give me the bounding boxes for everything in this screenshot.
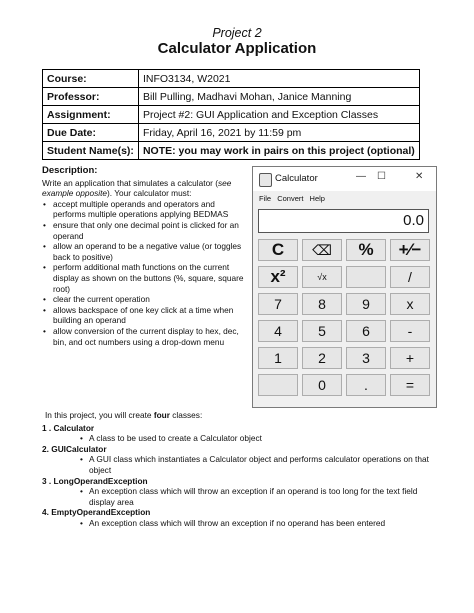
list-item: • accept multiple operands and operators and performs multiple operations applying BEDMAS xyxy=(53,199,247,220)
maximize-button[interactable]: ☐ xyxy=(377,171,386,182)
clear-button[interactable]: C xyxy=(258,239,298,261)
square-root-button[interactable]: √x xyxy=(302,266,342,288)
student-names-value: NOTE: you may work in pairs on this project (optional) xyxy=(138,142,419,160)
classes-intro-end: classes: xyxy=(169,410,203,420)
digit-7-button[interactable]: 7 xyxy=(258,293,298,315)
due-date-value: Friday, April 16, 2021 by 11:59 pm xyxy=(138,124,419,142)
classes-section xyxy=(42,410,447,529)
classes-count: four xyxy=(153,410,170,420)
digit-2-button[interactable]: 2 xyxy=(302,347,342,369)
class-description: • An exception class which will throw an exception if no operand has been entered xyxy=(42,518,447,529)
page-title: Calculator Application xyxy=(157,40,317,57)
digit-0-button[interactable]: 0 xyxy=(302,374,342,396)
professor-label: Professor: xyxy=(43,88,139,106)
multiply-button[interactable]: x xyxy=(390,293,430,315)
description-intro xyxy=(42,178,247,199)
class-description: • An exception class which will throw an exception if an operand is too long for the text field display area xyxy=(42,486,447,507)
description-section xyxy=(42,166,247,347)
class-number: 3 . xyxy=(42,475,52,486)
add-button[interactable]: + xyxy=(390,347,430,369)
menu-convert[interactable]: Convert xyxy=(277,194,304,203)
table-row xyxy=(43,70,420,88)
digit-8-button[interactable]: 8 xyxy=(302,293,342,315)
class-item-longoperandexception xyxy=(42,476,447,508)
class-number: 4. xyxy=(42,507,49,518)
digit-5-button[interactable]: 5 xyxy=(302,320,342,342)
class-number: 2. xyxy=(42,443,49,454)
window-title: Calculator xyxy=(275,173,318,184)
list-item: • allows backspace of one key click at a time when building an operand xyxy=(53,305,247,326)
list-item: • allow conversion of the current display to hex, dec, bin, and oct numbers using a drop-down menu xyxy=(53,326,247,347)
table-row xyxy=(43,124,420,142)
classes-intro-text: In this project, you will create xyxy=(45,410,154,420)
list-item: • clear the current operation xyxy=(53,294,247,305)
divide-button[interactable]: / xyxy=(390,266,430,288)
calculator-keypad xyxy=(258,239,431,396)
decimal-button[interactable]: . xyxy=(346,374,386,396)
table-row xyxy=(43,142,420,160)
plus-minus-button[interactable]: +⁄− xyxy=(390,239,430,261)
info-table xyxy=(42,69,420,160)
class-title xyxy=(42,507,447,518)
class-title xyxy=(42,444,447,455)
digit-9-button[interactable]: 9 xyxy=(346,293,386,315)
calculator-window xyxy=(252,166,437,408)
table-row xyxy=(43,88,420,106)
professor-value: Bill Pulling, Madhavi Mohan, Janice Manning xyxy=(138,88,419,106)
menu-help[interactable]: Help xyxy=(309,194,325,203)
digit-4-button[interactable]: 4 xyxy=(258,320,298,342)
class-description: • A GUI class which instantiates a Calculator object and performs calculator operations on that object xyxy=(42,454,447,475)
list-item: • perform additional math functions on the current display as shown on the buttons (%, square, square root) xyxy=(53,262,247,294)
class-name: LongOperandException xyxy=(53,475,148,486)
due-date-label: Due Date: xyxy=(43,124,139,142)
class-title xyxy=(42,476,447,487)
list-item: • ensure that only one decimal point is clicked for an operand xyxy=(53,220,247,241)
course-label: Course: xyxy=(43,70,139,88)
class-title xyxy=(42,423,447,434)
minimize-button[interactable]: — xyxy=(356,171,366,182)
list-item: • allow an operand to be a negative value (or toggles back to positive) xyxy=(53,241,247,262)
percent-button[interactable]: % xyxy=(346,239,386,261)
class-number: 1 . xyxy=(42,422,52,433)
student-names-label: Student Name(s): xyxy=(43,142,139,160)
class-item-emptyoperandexception xyxy=(42,507,447,528)
class-item-guicalculator xyxy=(42,444,447,476)
description-heading: Description: xyxy=(42,165,98,176)
menu-file[interactable]: File xyxy=(259,194,272,203)
class-name: Calculator xyxy=(53,422,95,433)
class-description: • A class to be used to create a Calculator object xyxy=(42,433,447,444)
intro-text-end: ). Your calculator must: xyxy=(107,188,192,199)
assignment-label: Assignment: xyxy=(43,106,139,124)
class-name: GUICalculator xyxy=(51,443,107,454)
calculator-display: 0.0 xyxy=(258,209,429,233)
table-row xyxy=(43,106,420,124)
blank-button[interactable] xyxy=(346,266,386,288)
blank-button[interactable] xyxy=(258,374,298,396)
calculator-menubar xyxy=(259,194,329,203)
calculator-app-icon xyxy=(259,173,272,187)
class-name: EmptyOperandException xyxy=(51,507,151,518)
digit-1-button[interactable]: 1 xyxy=(258,347,298,369)
digit-6-button[interactable]: 6 xyxy=(346,320,386,342)
intro-italic: see example opposite xyxy=(42,177,232,199)
project-subtitle: Project 2 xyxy=(212,26,262,40)
classes-intro xyxy=(45,410,447,421)
assignment-value: Project #2: GUI Application and Exception Classes xyxy=(138,106,419,124)
subtract-button[interactable]: - xyxy=(390,320,430,342)
square-button[interactable]: x² xyxy=(258,266,298,288)
calculator-titlebar xyxy=(253,167,436,191)
intro-text: Write an application that simulates a calculator ( xyxy=(42,177,219,188)
requirements-list xyxy=(42,199,247,347)
course-value: INFO3134, W2021 xyxy=(138,70,419,88)
backspace-button[interactable]: ⌫ xyxy=(302,239,342,261)
class-item-calculator xyxy=(42,423,447,444)
digit-3-button[interactable]: 3 xyxy=(346,347,386,369)
equals-button[interactable]: = xyxy=(390,374,430,396)
close-button[interactable]: ✕ xyxy=(415,171,424,182)
